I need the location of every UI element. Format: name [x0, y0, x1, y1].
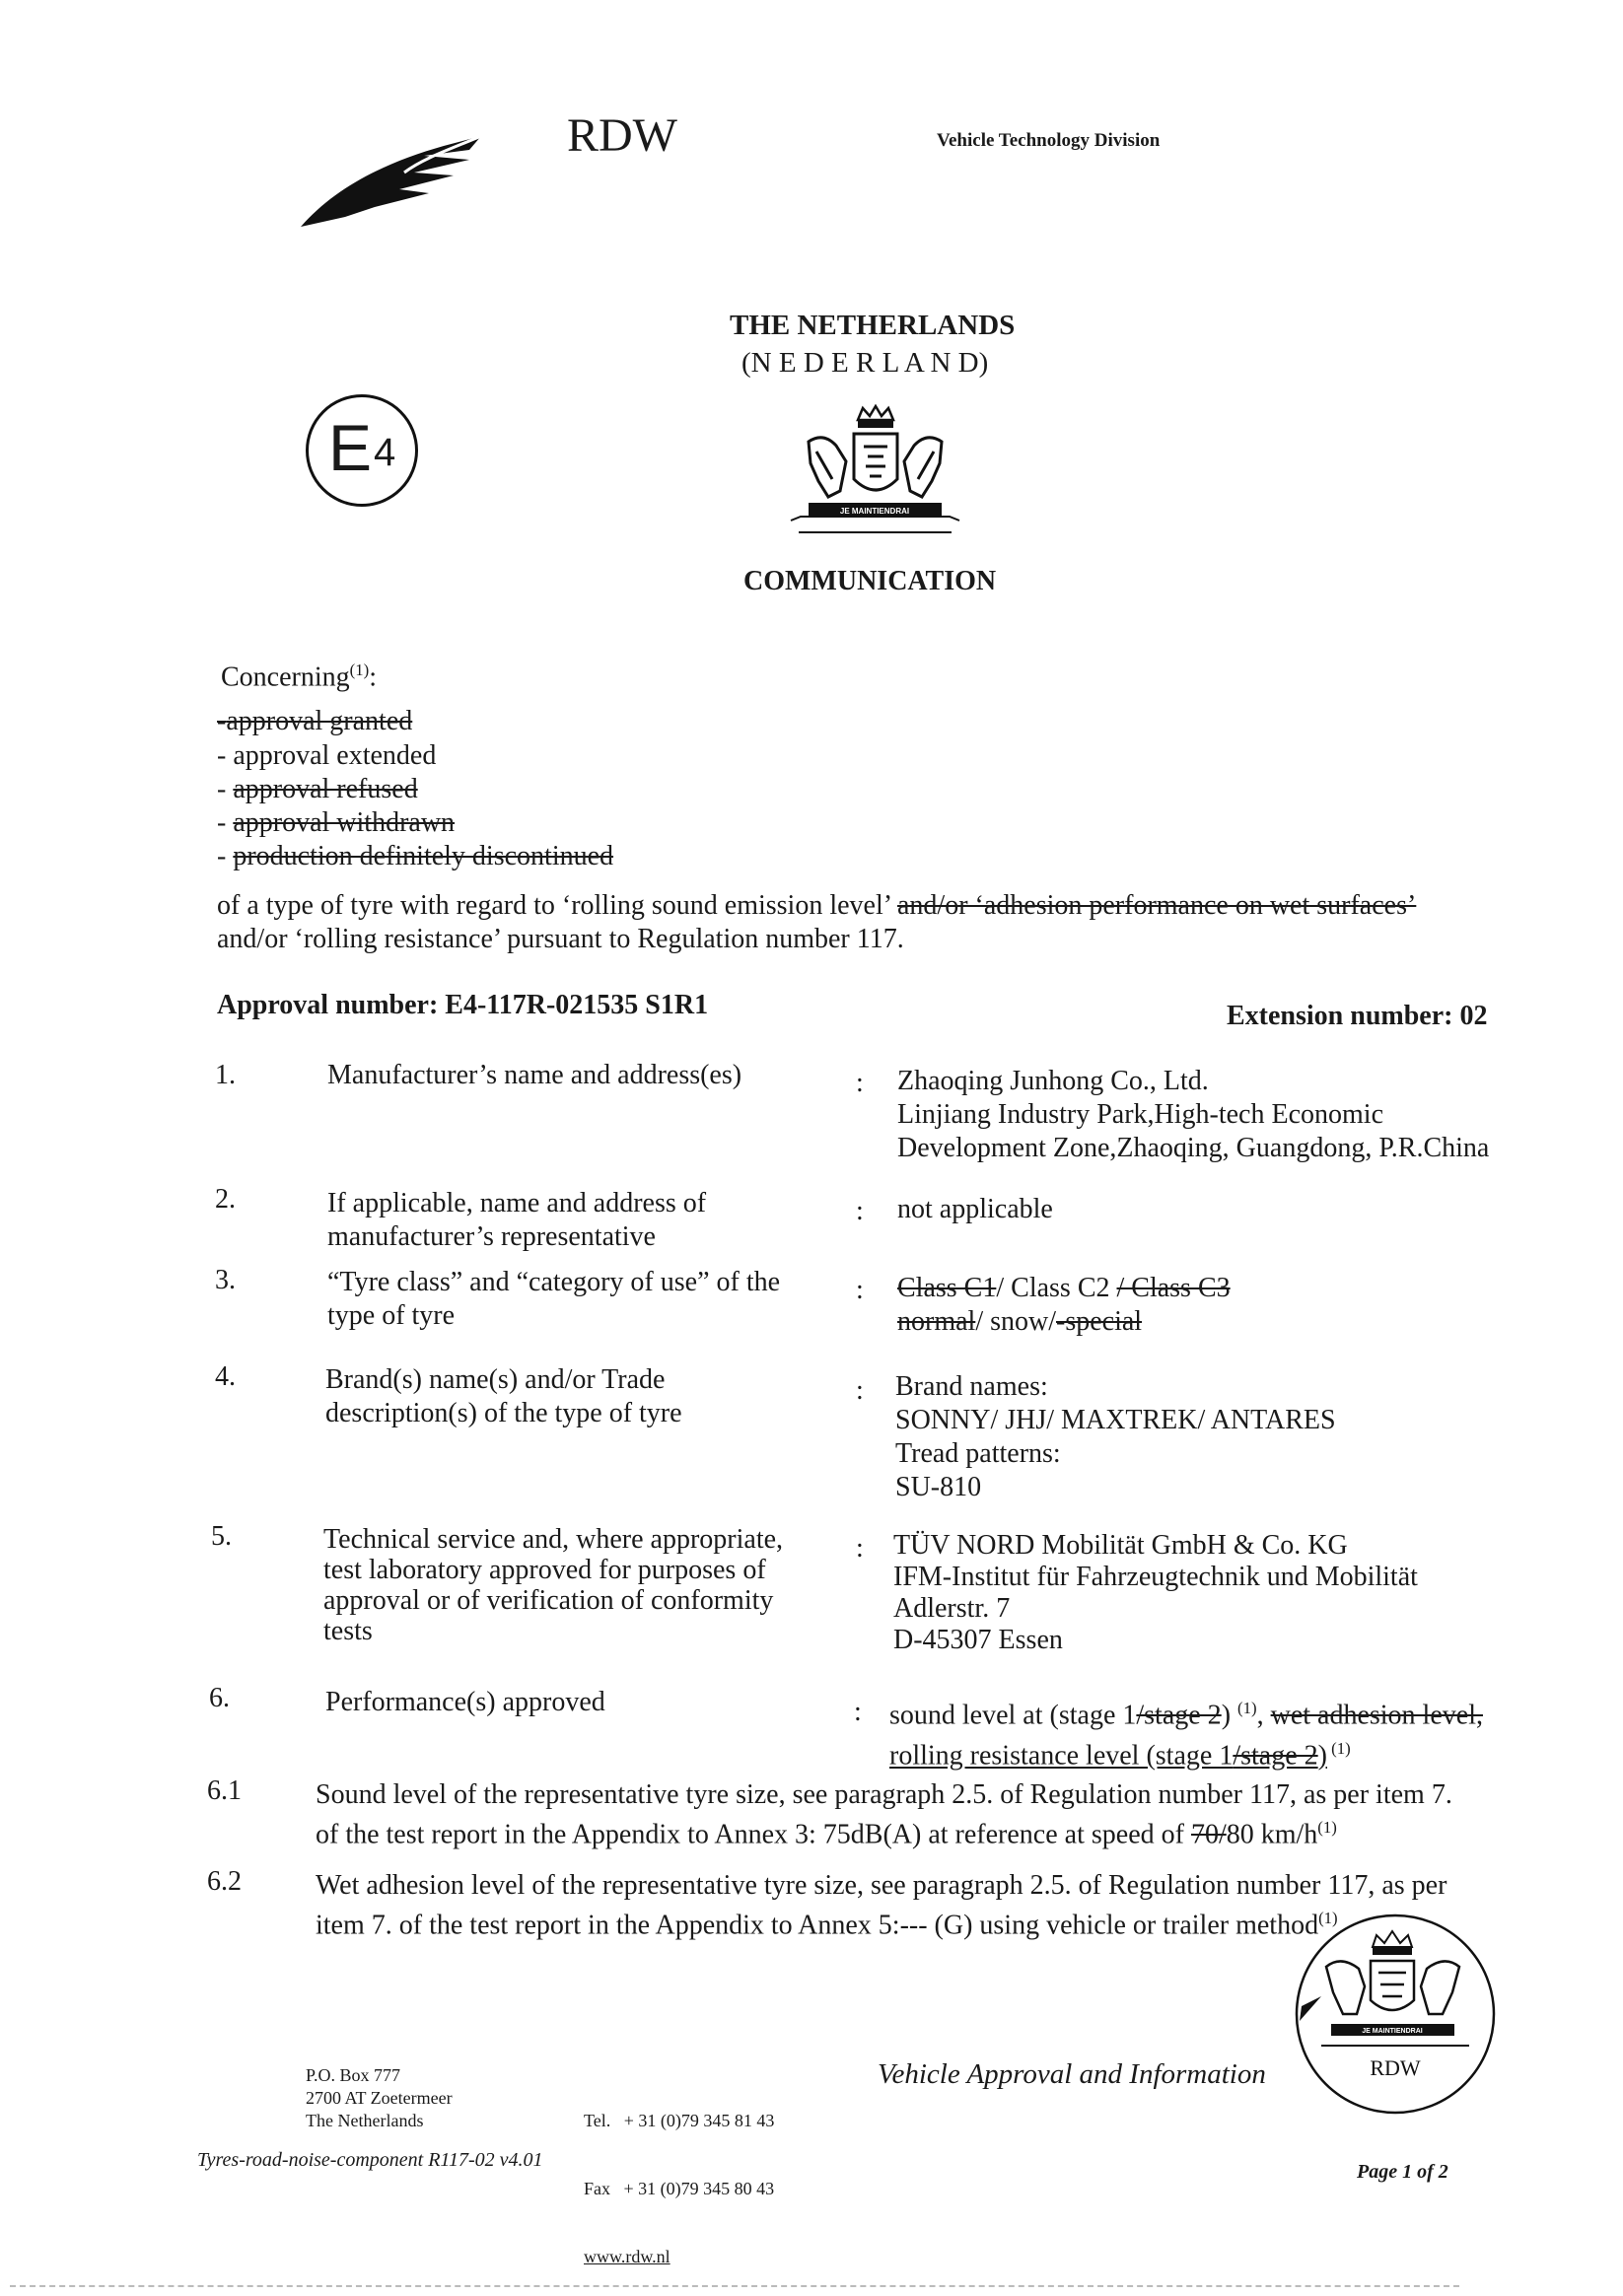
item-6-2-text: Wet adhesion level of the representative tyre size, see paragraph 2.5. of Regulation number 117, as per item 7. of the test report in the Appendix to Annex 5:--- (G) using vehicle or trailer method$^{(1)}$ [316, 1870, 1447, 1941]
stamp-motto: JE MAINTIENDRAI [1362, 2028, 1423, 2035]
extension-number: Extension number: 02 [1227, 1001, 1488, 1031]
option-approval-withdrawn: - approval withdrawn [217, 807, 456, 838]
stamp-rdw: RDW [1370, 2055, 1421, 2080]
option-approval-refused: - approval refused [217, 774, 418, 804]
item-2-value: not applicable [897, 1194, 1053, 1224]
coat-of-arms-icon [789, 402, 961, 540]
item-6-label: Performance(s) approved [325, 1687, 605, 1717]
item-6-colon: : [854, 1697, 862, 1727]
item-1-value: Zhaoqing Junhong Co., Ltd. Linjiang Industry Park,High-tech Economic Development Zone,Zhaoqing, Guangdong, P.R.China [897, 1066, 1490, 1163]
country-native: (N E D E R L A N D) [741, 347, 989, 379]
item-1-label: Manufacturer’s name and address(es) [327, 1060, 742, 1090]
motto-text: JE MAINTIENDRAI [839, 507, 910, 516]
e4-approval-mark: E 4 [306, 394, 418, 507]
item-6-1-text: Sound level of the representative tyre size, see paragraph 2.5. of Regulation number 117, as per item 7. of the test report in the Appendix to Annex 3: 75dB(A) at reference at speed of 70/80 $km/h^{(1)}$ [316, 1779, 1452, 1850]
item-3-label: “Tyre class” and “category of use” of the type of tyre [327, 1267, 781, 1331]
item-5-number: 5. [211, 1521, 232, 1552]
item-6-value: sound level at (stage 1/stage 2) $^{(1)}$, wet adhesion level, rolling resistance level (stage 1/stage 2) $^{(1)}$ [889, 1699, 1483, 1772]
item-4-number: 4. [215, 1361, 236, 1392]
item-4-label: Brand(s) name(s) and/or Trade description(s) of the type of tyre [325, 1364, 682, 1428]
item-5-label: Technical service and, where appropriate, test laboratory approved for purposes of approval or of verification of conformity tests [323, 1524, 784, 1646]
brand-name: RDW [567, 109, 677, 162]
document-title: COMMUNICATION [743, 566, 997, 596]
division-label: Vehicle Technology Division [937, 130, 1161, 151]
item-1-number: 1. [215, 1060, 236, 1090]
item-2-colon: : [856, 1196, 864, 1226]
concerning-label: Concerning$^{(1)}$: [221, 661, 377, 693]
form-identifier: Tyres-road-noise-component R117-02 v4.01 [197, 2149, 543, 2171]
option-approval-granted: -approval granted [217, 706, 413, 736]
scope-statement: of a type of tyre with regard to ‘rolling sound emission level’ and/or ‘adhesion performance on wet surfaces’ and/or ‘rolling resistance’ pursuant to Regulation number 117. [217, 890, 1417, 954]
option-production-discontinued: - production definitely discontinued [217, 841, 614, 871]
website-link[interactable]: www.rdw.nl [584, 2247, 670, 2266]
item-4-colon: : [856, 1375, 864, 1406]
item-5-value: TÜV NORD Mobilität GmbH & Co. KG IFM-Institut für Fahrzeugtechnik und Mobilität Adlerstr. 7 D-45307 Essen [893, 1530, 1418, 1655]
item-6-2-number: 6.2 [207, 1866, 242, 1897]
item-1-colon: : [856, 1068, 864, 1098]
postal-address: P.O. Box 777 2700 AT Zoetermeer The Netherlands [306, 2065, 453, 2130]
rdw-stamp [1282, 1898, 1509, 2124]
department-name: Vehicle Approval and Information [878, 2058, 1266, 2090]
item-4-value: Brand names: SONNY/ JHJ/ MAXTREK/ ANTARES Tread patterns: SU-810 [895, 1371, 1336, 1502]
item-3-colon: : [856, 1275, 864, 1305]
scan-edge-line [10, 2285, 1459, 2287]
item-3-number: 3. [215, 1265, 236, 1295]
item-6-number: 6. [209, 1683, 230, 1713]
country-title: THE NETHERLANDS [730, 310, 1016, 341]
item-2-label: If applicable, name and address of manufacturer’s representative [327, 1188, 707, 1252]
item-2-number: 2. [215, 1184, 236, 1215]
option-approval-extended: - approval extended [217, 740, 437, 771]
item-5-colon: : [856, 1533, 864, 1564]
page-number: Page 1 of 2 [1357, 2161, 1448, 2183]
approval-number: Approval number: E4-117R-021535 S1R1 [217, 990, 709, 1020]
item-6-1-number: 6.1 [207, 1775, 242, 1806]
contact-info: Tel. + 31 (0)79 345 81 43 Fax + 31 (0)79 345 80 43 www.rdw.nl [584, 2111, 775, 2266]
item-3-value: Class C1/ Class C2 / Class C3 normal/ snow/-special [897, 1273, 1231, 1337]
rdw-bird-logo [296, 128, 493, 232]
